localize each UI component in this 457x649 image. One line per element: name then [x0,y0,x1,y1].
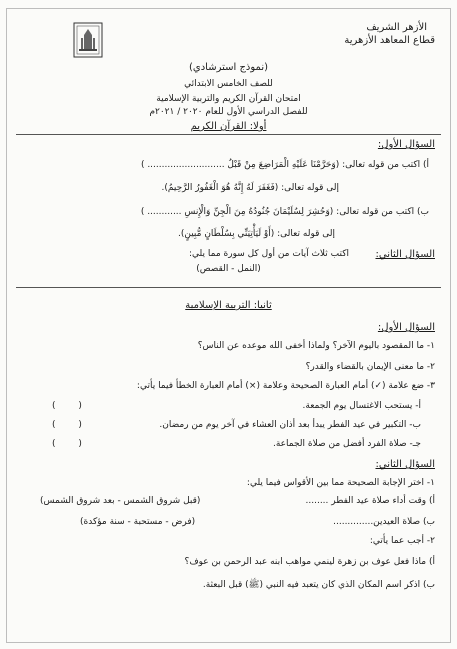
p2-q1-2: ٢- ما معنى الإيمان بالقضاء والقدر؟ [305,362,435,372]
p1-q1-b-end: إلى قوله تعالى: (أَوْ لَيَأْتِيَنِّي بِسُلْطَانٍ مُّبِينٍ). [177,229,335,239]
part2-title: ثانيا: التربية الإسلامية [185,300,272,311]
sector-name: قطاع المعاهد الأزهرية [344,35,435,46]
mc-stem: ب) صلاة العيدين.............. [333,517,435,527]
p2-q1-1: ١- ما المقصود باليوم الآخر؟ ولماذا أخفى الله موعده عن الناس؟ [197,341,435,351]
exam-title: امتحان القرآن الكريم والتربية الإسلامية [156,94,301,104]
p2-q2-2: ٢- أجب عما يأتي: [369,536,435,546]
tf-item: أ- يستحب الاغتسال يوم الجمعة. [302,401,421,411]
term-title: للفصل الدراسي الأول للعام ٢٠٢٠ / ٢٠٢١م [149,107,308,117]
p1-q1-b: ب) اكتب من قوله تعالى: (وَحُشِرَ لِسُلَيْمَانَ جُنُودُهُ مِنَ الْجِنِّ وَالْإِنسِ ............ ) [140,207,429,217]
p1-q2-heading: السؤال الثاني: [375,249,435,260]
divider [16,287,441,288]
p2-q1-3: ٣- ضع علامة (✓) أمام العبارة الصحيحة وعلامة (×) أمام العبارة الخطأ فيما يأتي: [136,381,435,391]
p2-q2-1: ١- اختر الإجابة الصحيحة مما بين الأقواس فيما يلي: [246,478,435,488]
p2-q2-b: ب) اذكر اسم المكان الذي كان يتعبد فيه النبي (ﷺ) قبل البعثة. [202,580,435,590]
p2-q2-a: أ) ماذا فعل عوف بن زهرة لينمي مواهب ابنه عبد الرحمن بن عوف؟ [184,557,435,567]
p2-q2-heading: السؤال الثاني: [375,459,435,470]
org-name: الأزهر الشريف [366,22,427,33]
mc-stem: أ) وقت أداء صلاة عيد الفطر ........ [305,496,435,506]
answer-paren[interactable]: ( ) [52,401,82,411]
tf-item: جـ- صلاة الفرد أفضل من صلاة الجماعة. [273,439,421,449]
p1-q1-a: أ) اكتب من قوله تعالى: (وَحَرَّمْنَا عَلَيْهِ الْمَرَاضِعَ مِنْ قَبْلُ ........................... ) [140,160,429,170]
answer-paren[interactable]: ( ) [52,420,82,430]
part1-title: أولا: القرآن الكريم [190,121,267,132]
mc-choices: (قبل شروق الشمس - بعد شروق الشمس) [40,496,201,506]
grade-title: للصف الخامس الابتدائي [184,79,273,89]
mc-choices: (فرض - مستحبة - سنة مؤكدة) [80,517,196,527]
p2-q1-heading: السؤال الأول: [377,322,435,333]
tf-item: ب- التكبير في عيد الفطر يبدأ بعد أذان العشاء في آخر يوم من رمضان. [159,420,421,430]
model-title: (نموذج استرشادي) [188,62,269,73]
p1-q1-heading: السؤال الأول: [377,139,435,150]
p1-q2-options: (النمل - القصص) [196,264,261,274]
al-azhar-logo-icon [73,22,103,58]
p1-q2-text: اكتب ثلاث آيات من أول كل سورة مما يلي: [189,249,349,259]
answer-paren[interactable]: ( ) [52,439,82,449]
p1-q1-a-end: إلى قوله تعالى: (فَغَفَرَ لَهُ إِنَّهُ هُوَ الْغَفُورُ الرَّحِيمُ). [161,183,339,193]
divider [16,134,441,135]
